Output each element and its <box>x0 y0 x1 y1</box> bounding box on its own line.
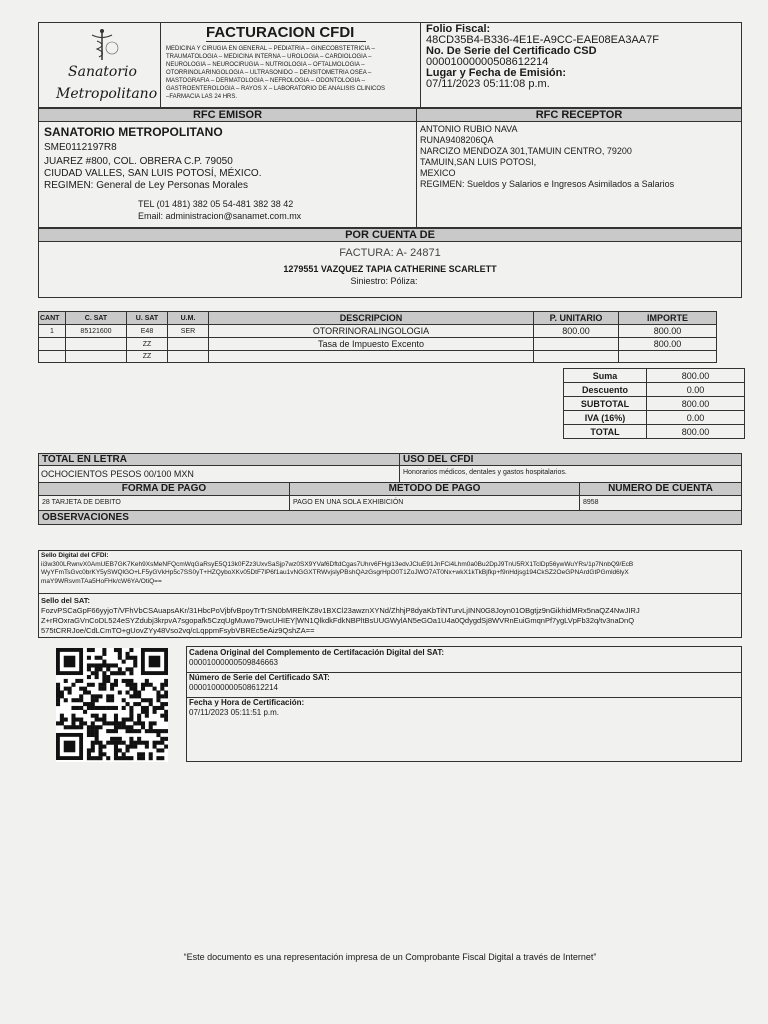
emisor-tel: TEL (01 481) 382 05 54-481 382 38 42 <box>138 199 294 209</box>
col-desc: DESCRIPCION <box>209 312 534 325</box>
cell-csat <box>66 338 127 351</box>
emisor-bar: RFC EMISOR <box>38 108 417 122</box>
cell-imp <box>619 351 717 363</box>
total-letra-bar <box>38 453 400 466</box>
sellos-divider <box>38 593 742 594</box>
folio-value: 48CD35B4-B336-4E1E-A9CC-EAE08EA3AA7F <box>426 34 659 46</box>
logo <box>44 26 156 104</box>
cell-usat: ZZ <box>127 351 168 363</box>
uso-bar <box>399 453 742 466</box>
cell-imp: 800.00 <box>619 325 717 338</box>
service-line: –FARMACIA LAS 24 HRS. <box>166 94 238 100</box>
footer-note: “Este documento es una representación impresa de un Comprobante Fiscal Digital a través de Internet” <box>183 952 597 962</box>
cert-serie-label: Número de Serie del Certificado SAT: <box>189 673 330 682</box>
serie-label: No. De Serie del Certificado CSD <box>426 45 597 57</box>
cuenta-bar: POR CUENTA DE <box>38 228 742 242</box>
observaciones-bar <box>38 510 742 525</box>
metodo-bar: METODO DE PAGO <box>289 482 580 496</box>
emisor-rfc: SME0112197R8 <box>44 142 117 153</box>
numero-cuenta: 8958 <box>583 499 599 506</box>
col-usat: U. SAT <box>127 312 168 325</box>
cell-csat: 85121600 <box>66 325 127 338</box>
cell-um <box>168 351 209 363</box>
emisor-block <box>44 124 301 222</box>
folio-label: Folio Fiscal: <box>426 23 491 35</box>
cert-block <box>189 648 444 718</box>
cell-cant: 1 <box>39 325 66 338</box>
col-imp: IMPORTE <box>619 312 717 325</box>
totals-value: 0.00 <box>647 383 745 397</box>
totals-value: 800.00 <box>647 397 745 411</box>
cell-csat <box>66 351 127 363</box>
col-csat: C. SAT <box>66 312 127 325</box>
col-um: U.M. <box>168 312 209 325</box>
emisor-address2: CIUDAD VALLES, SAN LUIS POTOSÍ, MÉXICO. <box>44 168 262 179</box>
forma-pago: 28 TARJETA DE DEBITO <box>42 499 121 506</box>
cell-imp: 800.00 <box>619 338 717 351</box>
service-line: TRAUMATOLOGIA – MEDICINA INTERNA – UROLOGIA – CARDIOLOGIA – <box>166 54 372 60</box>
sello-sat-label: Sello del SAT: <box>41 596 91 605</box>
cell-desc <box>209 351 534 363</box>
table-row <box>39 325 717 338</box>
totals-row <box>564 383 745 397</box>
receptor-line: MEXICO <box>420 168 456 178</box>
qr-code-icon <box>56 648 168 762</box>
uso-label: USO DEL CFDI <box>403 454 474 465</box>
sello-sat-block <box>41 596 741 636</box>
serie-value: 00001000000508612214 <box>426 56 549 68</box>
cell-pu: 800.00 <box>534 325 619 338</box>
cell-pu <box>534 351 619 363</box>
sello-sat-line: FozvPSCaGpF66yyjoT/VFhVbCSAuapsAKr/31HbcPoVjbfvBpoyTrTrSN0bMREfKZ8v1BXCl23awznXYNd/ZhhjP8dyaKbTiNTurvLjINN0G8Joyn01OBgtjz9nGikhidMRx5naQZ4NwJIRJ <box>41 606 640 615</box>
cell-usat: E48 <box>127 325 168 338</box>
totals-label: Suma <box>564 369 647 383</box>
cell-desc: Tasa de Impuesto Excento <box>209 338 534 351</box>
cert-fecha-label: Fecha y Hora de Certificación: <box>189 698 305 707</box>
emisor-receptor-divider <box>416 108 417 228</box>
totals-row <box>564 411 745 425</box>
sello-sat-line: Z+rROxraGVnCoDL524eSYZdubj3krpvA7sgopafk5CzqUgMuwo79wcUHIEY|WN1QlkdkFdkNBPltBsUUGWylAN5eGOa1U4a0QdygdSj8WVRnEuiGmqnPf7ygLVpFb32q/tv3naDnQ <box>41 616 635 625</box>
folio-block <box>426 24 659 90</box>
forma-bar: FORMA DE PAGO <box>38 482 290 496</box>
totals-table <box>563 368 745 439</box>
sello-cfdi-block <box>41 552 741 586</box>
cadena-label: Cadena Original del Complemento de Certifacación Digital del SAT: <box>189 648 445 657</box>
lugar-value: 07/11/2023 05:11:08 p.m. <box>426 78 550 90</box>
items-table <box>38 311 717 363</box>
totals-row <box>564 369 745 383</box>
totals-label: IVA (16%) <box>564 411 647 425</box>
service-line: MASTOGRAFIA – DERMATOLOGIA – NEFROLOGIA – ODONTOLOGIA – <box>166 78 365 84</box>
logo-line1: Sanatorio <box>68 64 137 80</box>
receptor-block <box>420 124 674 190</box>
service-line: NEUROLOGIA – NEUROCIRUGIA – NUTRIOLOGIA – OFTALMOLOGIA – <box>166 62 365 68</box>
receptor-line: ANTONIO RUBIO NAVA <box>420 124 518 134</box>
header-divider-folio <box>420 22 421 108</box>
total-letra: OCHOCIENTOS PESOS 00/100 MXN <box>41 469 194 479</box>
totals-label: TOTAL <box>564 425 647 439</box>
sello-sat-line: 575tCRRJoe/CdLCmTO+gUovZYy48Vso2vq/cLqppmFsybVBREc5eAiz9QshZA== <box>41 626 315 635</box>
col-cant: CANT <box>39 312 66 325</box>
sello-cfdi-line: ii3w300LRwnvX0AmUEB7GK7Keh9XsMeNFQcmWqGaRsyE5Q13k0FZz3UxvSaSjp7wz0SX9YVaf6DftdCgas7Uhrv6FHgi13edvJCluE91JnFCi4Lhm0a0Bu2DpJ9TnU5RX1TclDp56ywWuYRs/1p7NnbQ9/EcB <box>41 560 634 568</box>
col-pu: P. UNITARIO <box>534 312 619 325</box>
cell-usat: ZZ <box>127 338 168 351</box>
cuenta-num-bar: NUMERO DE CUENTA <box>579 482 742 496</box>
metodo-pago: PAGO EN UNA SOLA EXHIBICIÓN <box>293 499 404 506</box>
sello-cfdi-line: WyYFmTsGvc0brKY5ySWQlGO+LF5yGVkHp5c7SS0yT+HZQyboXKv05DtF7lP6f1au1vNGGXTRWvjslyPBshQAzGsgrHpO0T1ZoJWO7AT0Nx+wkX1kTkBjfkp+f9nHdjsg194CkSZ2OeGPNArdGtPGmld6lyX <box>41 569 629 576</box>
receptor-line: REGIMEN: Sueldos y Salarios e Ingresos Asimilados a Salarios <box>420 179 675 189</box>
paciente: 1279551 VAZQUEZ TAPIA CATHERINE SCARLETT <box>283 264 497 274</box>
emisor-regimen: REGIMEN: General de Ley Personas Morales <box>44 180 248 191</box>
receptor-bar: RFC RECEPTOR <box>416 108 742 122</box>
totals-value: 800.00 <box>647 369 745 383</box>
sello-cfdi-label: Sello Digital del CFDI: <box>41 552 109 559</box>
header-divider-logo <box>160 22 161 108</box>
emisor-address1: JUAREZ #800, COL. OBRERA C.P. 79050 <box>44 156 233 167</box>
service-line: MEDICINA Y CIRUGIA EN GENERAL – PEDIATRIA – GINECOBSTETRICIA – <box>166 46 375 52</box>
emisor-email: Email: administracion@sanamet.com.mx <box>138 211 302 221</box>
lugar-label: Lugar y Fecha de Emisión: <box>426 67 566 79</box>
items-table-wrap <box>38 311 717 363</box>
siniestro: Siniestro: Póliza: <box>350 276 418 286</box>
pago-row2-divider2 <box>579 496 580 510</box>
receptor-line: RUNA9408206QA <box>420 135 494 145</box>
sello-cfdi-line: maY9WRsvmTAa5HoFHk/cW6YA/OtiQ== <box>41 577 162 585</box>
cell-pu <box>534 338 619 351</box>
qr-code <box>56 648 168 762</box>
uso-cfdi: Honorarios médicos, dentales y gastos hospitalarios. <box>403 469 567 476</box>
observaciones-label: OBSERVACIONES <box>42 512 129 523</box>
totals-row <box>564 425 745 439</box>
totals-wrap <box>563 368 745 439</box>
factura-number: FACTURA: A- 24871 <box>339 247 441 259</box>
totals-row <box>564 397 745 411</box>
totals-value: 800.00 <box>647 425 745 439</box>
total-letra-label: TOTAL EN LETRA <box>42 454 127 465</box>
cell-cant <box>39 338 66 351</box>
emisor-name: SANATORIO METROPOLITANO <box>44 125 223 139</box>
title-underline <box>206 41 366 42</box>
cell-desc: OTORRINORALINGOLOGIA <box>209 325 534 338</box>
caduceus-icon <box>82 28 122 62</box>
table-row <box>39 351 717 363</box>
totals-label: Descuento <box>564 383 647 397</box>
totals-label: SUBTOTAL <box>564 397 647 411</box>
cell-cant <box>39 351 66 363</box>
cadena-value: 00001000000509846663 <box>189 658 278 667</box>
table-row <box>39 338 717 351</box>
cert-serie-value: 00001000000508612214 <box>189 683 278 692</box>
page-title: FACTURACION CFDI <box>206 24 355 41</box>
cert-fecha-value: 07/11/2023 05:11:51 p.m. <box>189 708 279 717</box>
cell-um <box>168 338 209 351</box>
pago-row2-divider1 <box>289 496 290 510</box>
receptor-line: TAMUIN,SAN LUIS POTOSI, <box>420 157 537 167</box>
service-line: GASTROENTEROLOGIA – RAYOS X – LABORATORIO DE ANALISIS CLINICOS <box>166 86 386 92</box>
service-line: OTORRINOLARINGOLOGIA – ULTRASONIDO – DENSITOMETRIA OSEA – <box>166 70 372 76</box>
logo-line2: Metropolitano <box>56 86 158 102</box>
receptor-line: NARCIZO MENDOZA 301,TAMUIN CENTRO, 79200 <box>420 146 632 156</box>
cell-um: SER <box>168 325 209 338</box>
totals-value: 0.00 <box>647 411 745 425</box>
services-list <box>166 45 416 101</box>
